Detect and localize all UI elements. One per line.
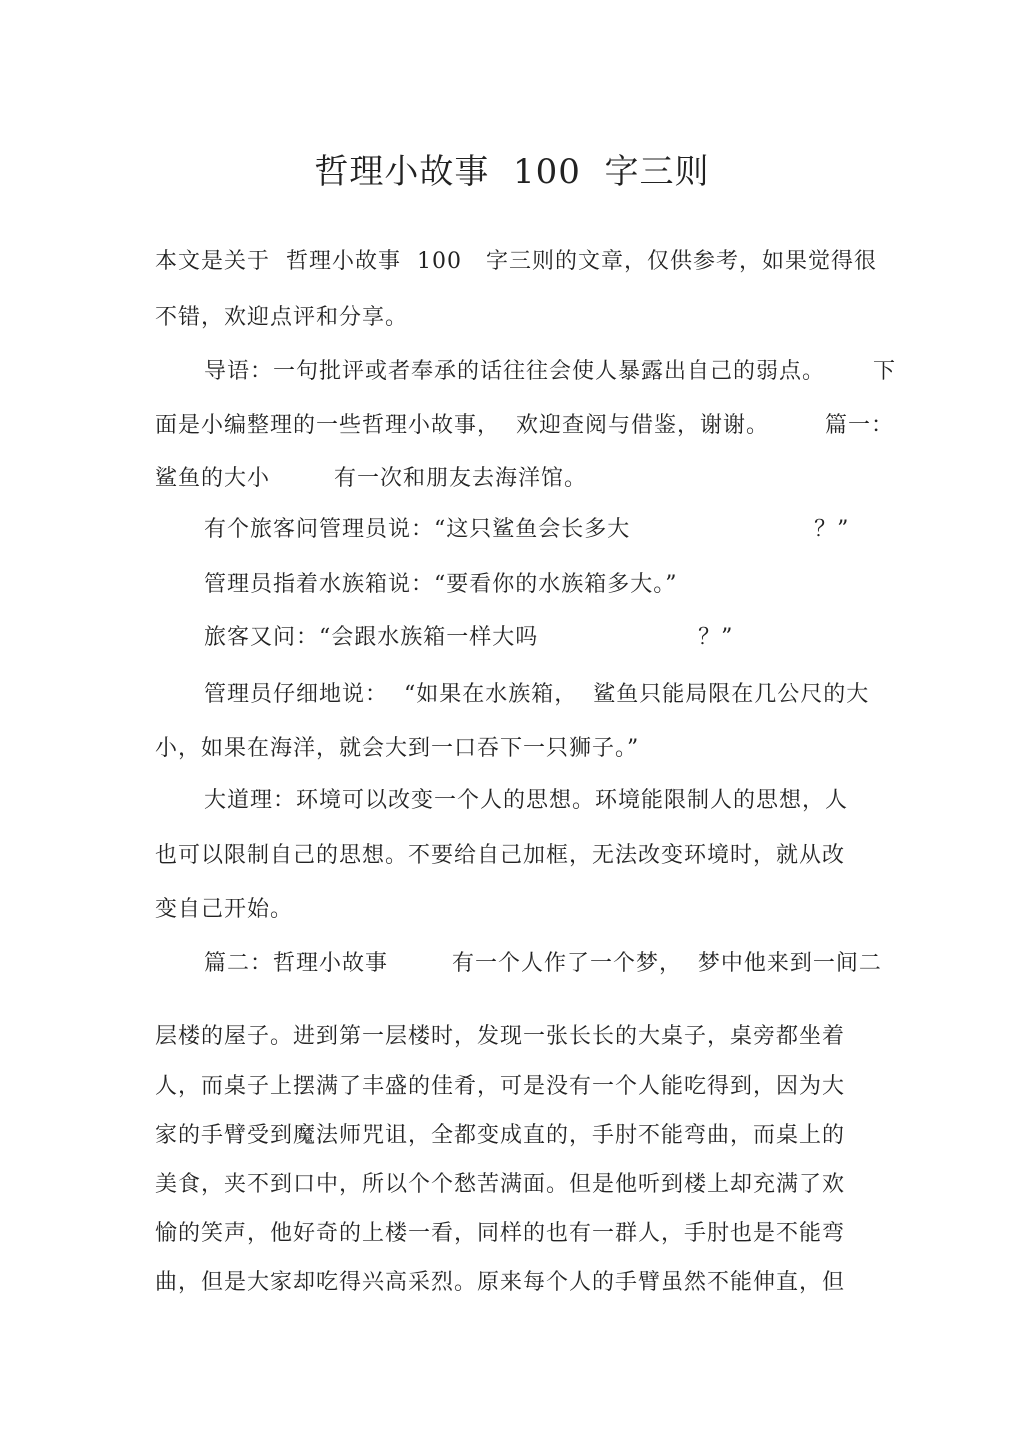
text-line: 不错，欢迎点评和分享。 xyxy=(155,305,409,330)
text-line: 导语：一句批评或者奉承的话往往会使人暴露出自己的弱点。 下 xyxy=(204,359,896,384)
text-line: 层楼的屋子。进到第一层楼时，发现一张长长的大桌子，桌旁都坐着 xyxy=(155,1024,846,1049)
text-line: 小，如果在海洋，就会大到一口吞下一只狮子。” xyxy=(155,736,640,761)
text-line: 美食，夹不到口中，所以个个愁苦满面。但是他听到楼上却充满了欢 xyxy=(155,1172,846,1197)
text-line: 家的手臂受到魔法师咒诅，全都变成直的，手肘不能弯曲，而桌上的 xyxy=(155,1123,846,1148)
text-line: 鲨鱼的大小 有一次和朋友去海洋馆。 xyxy=(155,466,587,491)
text-line: 人，而桌子上摆满了丰盛的佳肴，可是没有一个人能吃得到，因为大 xyxy=(155,1074,846,1099)
text-line: 本文是关于 哲理小故事 100 字三则的文章，仅供参考，如果觉得很 xyxy=(155,249,877,274)
text-line: 变自己开始。 xyxy=(155,897,294,922)
text-line: 曲，但是大家却吃得兴高采烈。原来每个人的手臂虽然不能伸直，但 xyxy=(155,1270,846,1295)
text-line: 也可以限制自己的思想。不要给自己加框，无法改变环境时，就从改 xyxy=(155,843,846,868)
text-line: 有个旅客问管理员说：“这只鲨鱼会长多大 ？” xyxy=(204,517,850,542)
text-line: 管理员指着水族箱说：“要看你的水族箱多大。” xyxy=(204,572,678,597)
text-line: 大道理：环境可以改变一个人的思想。环境能限制人的思想，人 xyxy=(204,788,849,813)
text-line: 愉的笑声，他好奇的上楼一看，同样的也有一群人，手肘也是不能弯 xyxy=(155,1221,846,1246)
document-title: 哲理小故事 100 字三则 xyxy=(314,152,710,192)
text-line: 面是小编整理的一些哲理小故事， 欢迎查阅与借鉴，谢谢。 篇一： xyxy=(155,413,894,438)
text-line: 管理员仔细地说： “如果在水族箱， 鲨鱼只能局限在几公尺的大 xyxy=(204,682,870,707)
text-line: 旅客又问：“会跟水族箱一样大吗 ？” xyxy=(204,625,734,650)
text-line: 篇二：哲理小故事 有一个人作了一个梦， 梦中他来到一间二 xyxy=(204,951,882,976)
